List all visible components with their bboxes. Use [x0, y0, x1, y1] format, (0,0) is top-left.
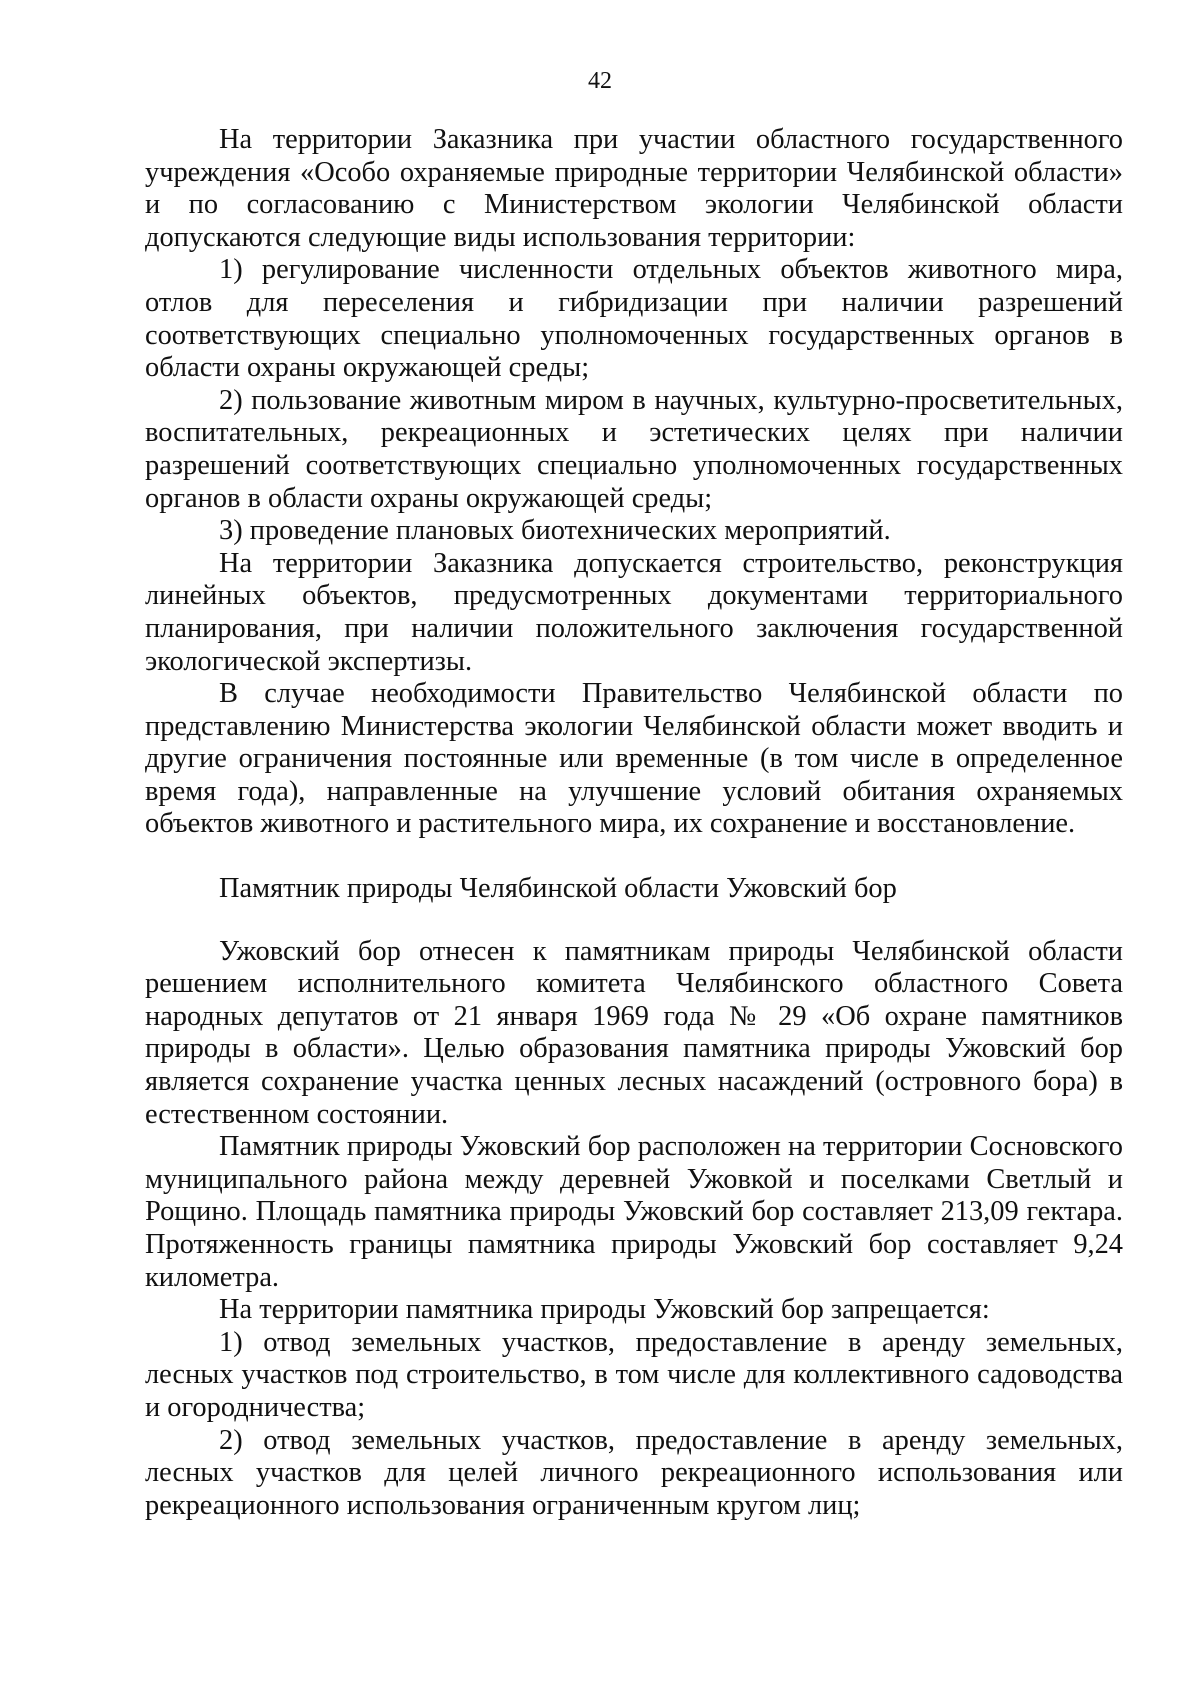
list-item: 2) отвод земельных участков, предоставление в аренду земельных, лесных участков для целей личного рекреационного использования или рекреационного использования ограниченным кругом лиц; — [145, 1424, 1123, 1521]
paragraph: На территории памятника природы Ужовский бор запрещается: — [219, 1294, 990, 1326]
paragraph: Памятник природы Ужовский бор расположен на территории Сосновского муниципального района между деревней Ужовкой и поселками Светлый и Рощино. Площадь памятника природы Ужовский бор составляет 213,09 гектара. Протяженность границы памятника природы Ужовский бор составляет 9,24 километра. — [145, 1131, 1123, 1293]
paragraph: Ужовский бор отнесен к памятникам природы Челябинской области решением исполнительного комитета Челябинского областного Совета народных депутатов от 21 января 1969 года № 29 «Об охране памятников природы в области». Целью образования памятника природы Ужовский бор является сохранение участка ценных лесных насаждений (островного бора) в естественном состоянии. — [145, 935, 1123, 1130]
list-item: 3) проведение плановых биотехнических мероприятий. — [219, 515, 891, 547]
paragraph: На территории Заказника допускается строительство, реконструкция линейных объектов, предусмотренных документами территориального планирования, при наличии положительного заключения государственной экологической экспертизы. — [145, 547, 1123, 677]
section-heading: Памятник природы Челябинской области Ужовский бор — [219, 873, 897, 905]
paragraph: На территории Заказника при участии областного государственного учреждения «Особо охраняемые природные территории Челябинской области» и по согласованию с Министерством экологии Челябинской области допускаются следующие виды использования территории: — [145, 124, 1123, 253]
list-item: 2) пользование животным миром в научных, культурно-просветительных, воспитательных, рекреационных и эстетических целях при наличии разрешений соответствующих специально уполномоченных государственных органов в области охраны окружающей среды; — [145, 384, 1123, 514]
document-body — [145, 124, 1123, 1522]
list-item: 1) регулирование численности отдельных объектов животного мира, отлов для переселения и гибридизации при наличии разрешений соответствующих специально уполномоченных государственных органов в области охраны окружающей среды; — [145, 254, 1123, 384]
list-item: 1) отвод земельных участков, предоставление в аренду земельных, лесных участков под строительство, в том числе для коллективного садоводства и огородничества; — [145, 1326, 1123, 1423]
paragraph: В случае необходимости Правительство Челябинской области по представлению Министерства экологии Челябинской области может вводить и другие ограничения постоянные или временные (в том числе в определенное время года), направленные на улучшение условий обитания охраняемых объектов животного и растительного мира, их сохранение и восстановление. — [145, 678, 1123, 840]
page-number: 42 — [588, 68, 612, 94]
